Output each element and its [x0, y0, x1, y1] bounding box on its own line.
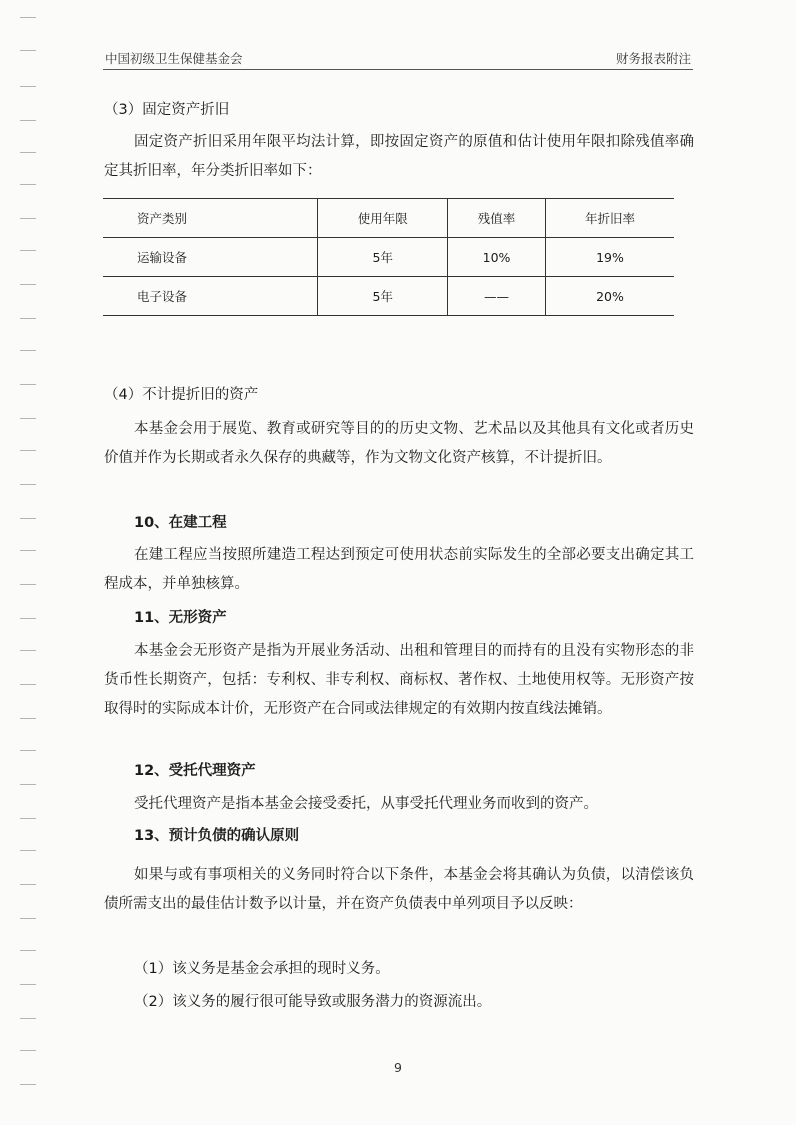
- header-section: 财务报表附注: [615, 51, 691, 66]
- liabilities-recognition-text: 如果与或有事项相关的义务同时符合以下条件，本基金会将其确认为负债，以清偿该负债所需支出的最佳估计数予以计量，并在资产负债表中单列项目予以反映：: [104, 867, 694, 912]
- binding-marks: [20, 0, 44, 1125]
- table-cell: 电子设备: [103, 277, 318, 316]
- fixed-assets-depreciation-heading: （3）固定资产折旧: [104, 102, 230, 118]
- construction-in-progress-heading: 10、在建工程: [134, 515, 227, 531]
- liabilities-condition-2: （2）该义务的履行很可能导致或服务潜力的资源流出。: [134, 994, 492, 1010]
- table-row: [103, 238, 674, 277]
- fixed-assets-depreciation-text: 固定资产折旧采用年限平均法计算，即按固定资产的原值和估计使用年限扣除残值率确定其折旧率，年分类折旧率如下：: [104, 134, 694, 179]
- header-divider: [103, 69, 693, 70]
- table-header-cell: 使用年限: [318, 199, 448, 238]
- liabilities-condition-1: （1）该义务是基金会承担的现时义务。: [134, 961, 390, 977]
- table-row: [103, 277, 674, 316]
- depreciation-table: [103, 198, 674, 316]
- non-depreciable-assets-text: 本基金会用于展览、教育或研究等目的的历史文物、艺术品以及其他具有文化或者历史价值并作为长期或者永久保存的典藏等，作为文物文化资产核算，不计提折旧。: [104, 421, 694, 466]
- table-header-cell: 年折旧率: [546, 199, 674, 238]
- table-header-row: [103, 199, 674, 238]
- table-cell: ——: [448, 277, 546, 316]
- header-organization: 中国初级卫生保健基金会: [105, 51, 243, 66]
- table-cell: 运输设备: [103, 238, 318, 277]
- entrusted-agency-assets-heading: 12、受托代理资产: [134, 763, 256, 779]
- page-number: 9: [394, 1060, 402, 1075]
- table-header-cell: 残值率: [448, 199, 546, 238]
- table-cell: 5年: [318, 238, 448, 277]
- table-cell: 20%: [546, 277, 674, 316]
- table-cell: 19%: [546, 238, 674, 277]
- intangible-assets-heading: 11、无形资产: [134, 610, 227, 626]
- entrusted-agency-assets-text: 受托代理资产是指本基金会接受委托，从事受托代理业务而收到的资产。: [134, 796, 598, 812]
- liabilities-recognition-heading: 13、预计负债的确认原则: [134, 828, 300, 844]
- construction-in-progress-text: 在建工程应当按照所建造工程达到预定可使用状态前实际发生的全部必要支出确定其工程成本，并单独核算。: [104, 547, 694, 592]
- table-cell: 10%: [448, 238, 546, 277]
- table-header-cell: 资产类别: [103, 199, 318, 238]
- table-cell: 5年: [318, 277, 448, 316]
- intangible-assets-text: 本基金会无形资产是指为开展业务活动、出租和管理目的而持有的且没有实物形态的非货币性长期资产，包括：专利权、非专利权、商标权、著作权、土地使用权等。无形资产按取得时的实际成本计价，无形资产在合同或法律规定的有效期内按直线法摊销。: [104, 643, 694, 717]
- non-depreciable-assets-heading: （4）不计提折旧的资产: [104, 387, 259, 403]
